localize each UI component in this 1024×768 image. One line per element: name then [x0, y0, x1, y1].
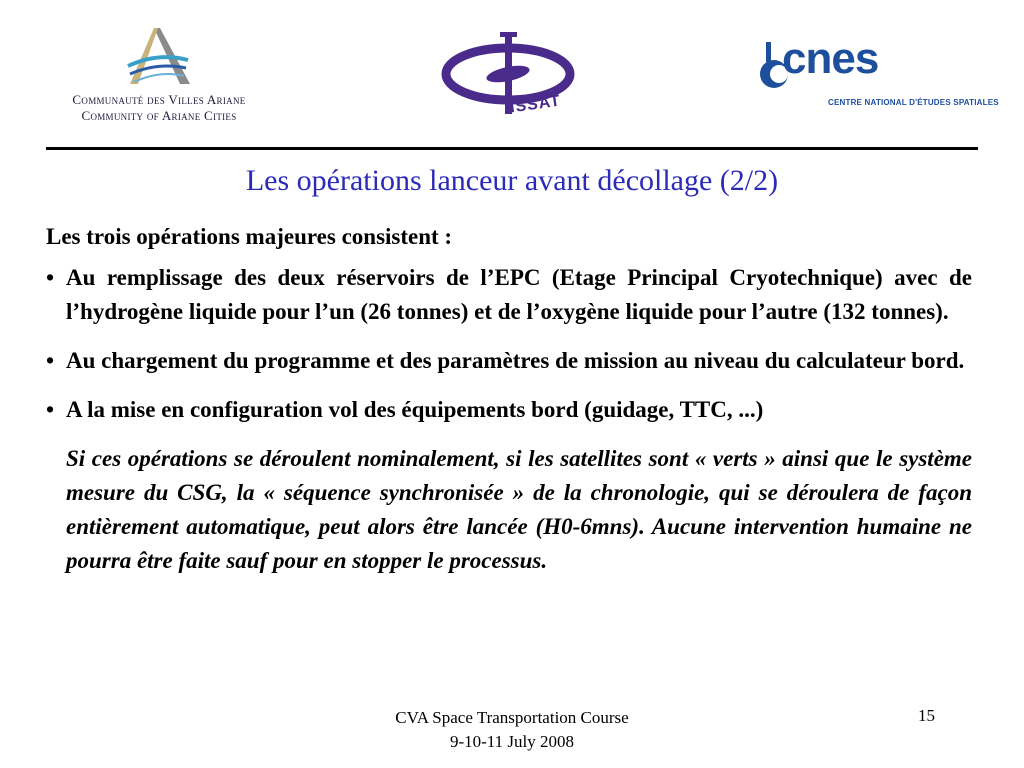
bullet-icon: •	[46, 348, 55, 373]
cnes-logo	[752, 34, 999, 120]
bullet-icon: •	[46, 397, 55, 422]
cnes-subtitle: CENTRE NATIONAL D'ÉTUDES SPATIALES	[828, 98, 999, 107]
italic-note: Si ces opérations se déroulent nominalement, si les satellites sont « verts » ainsi que le système mesure du CSG, la « séquence synchronisée » de la chronologie, qui se déroulera de façon entièrement automatique, peut alors être lancée (H0-6mns). Aucune intervention humaine ne pourra être faite sauf pour en stopper le processus.	[66, 446, 972, 573]
ariane-a-icon	[124, 26, 194, 88]
header-divider	[46, 147, 978, 150]
cva-logo	[44, 26, 274, 126]
bullet-item	[46, 393, 972, 427]
issat-wordmark: ISSAT	[508, 92, 562, 117]
bullet-text: A la mise en configuration vol des équipements bord (guidage, TTC, ...)	[66, 397, 764, 422]
page-number: 15	[918, 706, 935, 725]
footer	[312, 706, 712, 754]
footer-date: 9-10-11 July 2008	[449, 732, 575, 751]
bullet-item	[46, 344, 972, 378]
cva-name-en: Community of Ariane Cities	[81, 108, 237, 123]
footer-course: CVA Space Transportation Course	[395, 708, 629, 727]
bullet-text: Au chargement du programme et des paramètres de mission au niveau du calculateur bord.	[66, 348, 965, 373]
slide-content	[46, 222, 972, 578]
intro-text: Les trois opérations majeures consistent :	[46, 224, 453, 249]
issat-logo	[440, 30, 590, 130]
cnes-wordmark: cnes	[782, 34, 879, 83]
cva-name-fr: Communauté des Villes Ariane	[72, 92, 246, 107]
slide-title: Les opérations lanceur avant décollage (2/2)	[245, 164, 779, 197]
bullet-icon: •	[46, 265, 55, 290]
bullet-text: Au remplissage des deux réservoirs de l’EPC (Etage Principal Cryotechnique) avec de l’hydrogène liquide pour l’un (26 tonnes) et de l’oxygène liquide pour l’autre (132 tonnes).	[66, 265, 972, 324]
bullet-item	[46, 261, 972, 329]
